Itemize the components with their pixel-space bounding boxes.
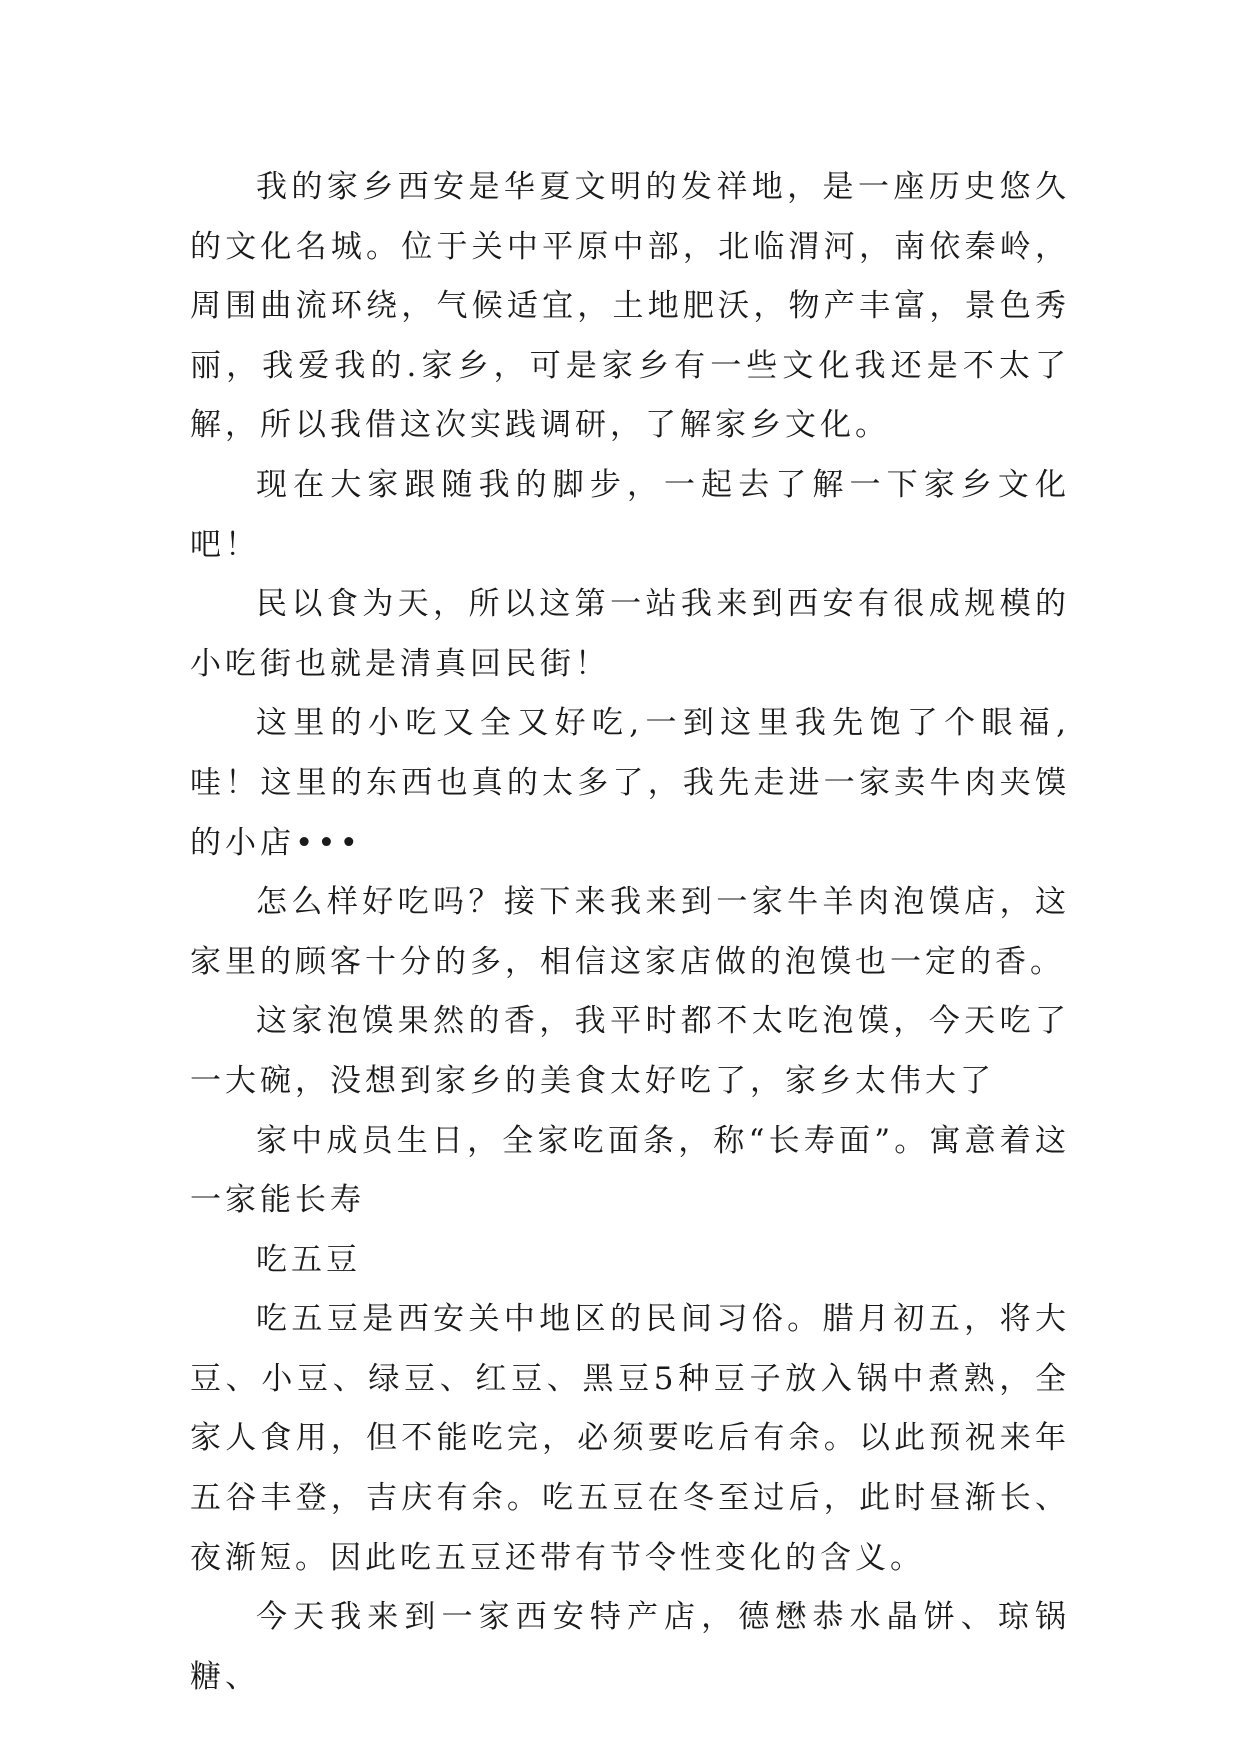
paragraph: 我的家乡西安是华夏文明的发祥地，是一座历史悠久的文化名城。位于关中平原中部，北临渭河，南依秦岭，周围曲流环绕，气候适宜，土地肥沃，物产丰富，景色秀丽，我爱我的.家乡，可是家乡有一些文化我还是不太了解，所以我借这次实践调研，了解家乡文化。 [190,169,1070,444]
paragraph: 这里的小吃又全又好吃,一到这里我先饱了个眼福,哇！这里的东西也真的太多了，我先走进一家卖牛肉夹馍的小店••• [190,705,1070,861]
paragraph: 现在大家跟随我的脚步，一起去了解一下家乡文化吧！ [190,466,1070,563]
paragraph: 民以食为天，所以这第一站我来到西安有很成规模的小吃街也就是清真回民街！ [190,586,1070,682]
paragraph: 吃五豆是西安关中地区的民间习俗。腊月初五，将大豆、小豆、绿豆、红豆、黑豆5种豆子放入锅中煮熟，全家人食用，但不能吃完，必须要吃后有余。以此预祝来年五谷丰登，吉庆有余。吃五豆在冬至过后，此时昼渐长、夜渐短。因此吃五豆还带有节令性变化的含义。 [190,1301,1070,1576]
paragraph: 家中成员生日，全家吃面条，称“长寿面”。寓意着这一家能长寿 [190,1122,1070,1219]
section-heading: 吃五豆 [256,1241,361,1278]
paragraph: 怎么样好吃吗？接下来我来到一家牛羊肉泡馍店，这家里的顾客十分的多，相信这家店做的泡馍也一定的香。 [190,884,1070,980]
document-body [190,158,1070,1707]
paragraph: 今天我来到一家西安特产店，德懋恭水晶饼、琼锅糖、 [190,1599,1070,1695]
paragraph: 这家泡馍果然的香，我平时都不太吃泡馍，今天吃了一大碗，没想到家乡的美食太好吃了，家乡太伟大了 [190,1003,1070,1099]
